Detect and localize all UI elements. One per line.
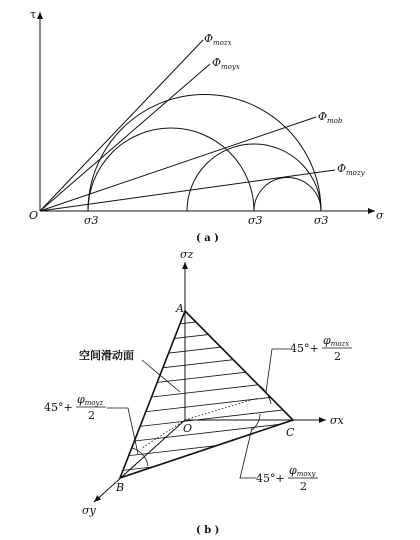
angle-label-moyz bbox=[44, 393, 138, 454]
svg-text:2: 2 bbox=[88, 409, 95, 422]
sigma3-label-1: σ3 bbox=[84, 214, 99, 227]
mohr-circle-large bbox=[88, 95, 321, 212]
caption-b: ( b ) bbox=[196, 525, 220, 536]
envelope-mozx bbox=[40, 40, 203, 211]
svg-text:φmoxy: φmoxy bbox=[289, 464, 316, 478]
svg-text:45°+: 45°+ bbox=[256, 472, 285, 485]
envelope-mob bbox=[40, 117, 316, 211]
point-b-label: B bbox=[116, 481, 125, 494]
phi-mozy-label: $\Phi_{mozy}$ bbox=[337, 162, 365, 177]
svg-text:45°+: 45°+ bbox=[44, 401, 73, 414]
plane-label: 空间滑动面 bbox=[79, 349, 134, 362]
phi-mob-label: $\Phi_{mob}$ bbox=[318, 110, 343, 125]
svg-text:2: 2 bbox=[334, 350, 341, 363]
svg-text:φmoyz: φmoyz bbox=[77, 393, 104, 407]
plane-leader bbox=[142, 360, 180, 392]
phi-mozx-label: $\Phi_{mozx}$ bbox=[204, 32, 232, 47]
origin-label: O bbox=[29, 209, 39, 222]
sigma-label: σ bbox=[376, 209, 384, 222]
tau-label: τ bbox=[30, 8, 37, 21]
sigma3-label-3: σ3 bbox=[314, 214, 329, 227]
dip-line-y bbox=[142, 420, 185, 448]
point-c-label: C bbox=[286, 426, 295, 439]
mohr-circle-small bbox=[254, 177, 321, 211]
figure-b bbox=[44, 248, 352, 536]
sigma-y-label: σy bbox=[82, 504, 96, 517]
angle-label-moxy bbox=[240, 428, 318, 493]
phi-moyx-label: $\Phi_{moyx}$ bbox=[212, 56, 240, 71]
svg-text:2: 2 bbox=[300, 480, 307, 493]
hatching bbox=[100, 310, 300, 487]
point-a-label: A bbox=[176, 302, 184, 315]
figure-a bbox=[29, 8, 384, 244]
envelope-moyx bbox=[40, 64, 210, 211]
svg-text:45°+: 45°+ bbox=[290, 342, 319, 355]
caption-a: ( a ) bbox=[196, 233, 219, 244]
sigma-x-label: σx bbox=[330, 414, 344, 427]
angle-label-mozx bbox=[266, 334, 352, 392]
origin-b-label: O bbox=[183, 422, 193, 435]
mohr-circle-mid bbox=[88, 128, 254, 211]
sigma-z-label: σz bbox=[180, 248, 194, 261]
sigma3-label-2: σ3 bbox=[248, 214, 263, 227]
angle-arc-yz bbox=[132, 448, 148, 466]
svg-text:φmozx: φmozx bbox=[323, 334, 350, 348]
